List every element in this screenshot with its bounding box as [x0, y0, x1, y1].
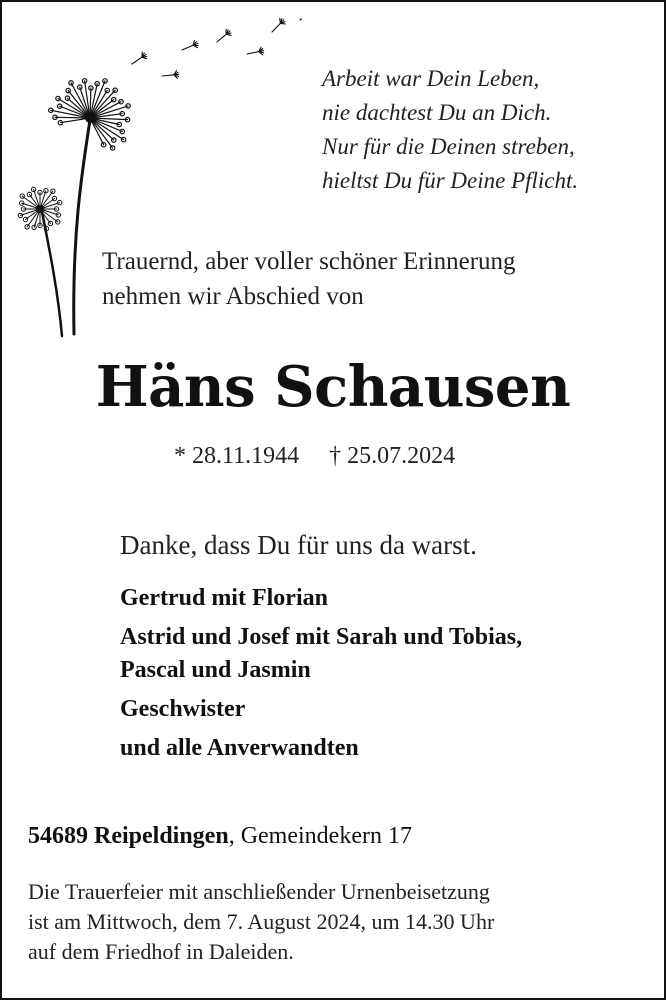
family-list [120, 582, 522, 765]
service-line: auf dem Friedhof in Daleiden. [28, 939, 294, 964]
family-entry: Pascal und Jasmin [120, 657, 311, 683]
intro-line: Trauernd, aber voller schöner Erinnerung [102, 248, 516, 275]
poem-line: Arbeit war Dein Leben, [322, 66, 540, 91]
service-info [28, 877, 494, 967]
intro-line: nehmen wir Abschied von [102, 283, 364, 310]
family-entry: und alle Anverwandten [120, 735, 359, 761]
life-dates [174, 440, 455, 472]
birth-date: * 28.11.1944 [174, 443, 300, 469]
service-line: ist am Mittwoch, dem 7. August 2024, um 14.30 Uhr [28, 909, 495, 934]
poem-line: nie dachtest Du an Dich. [322, 100, 552, 125]
poem [322, 62, 578, 198]
deceased-name: Häns Schausen [95, 354, 571, 420]
death-date: † 25.07.2024 [329, 443, 456, 469]
intro-text [102, 244, 516, 314]
family-entry: Gertrud mit Florian [120, 585, 328, 611]
thanks-line: Danke, dass Du für uns da warst. [120, 530, 477, 560]
family-entry: Astrid und Josef mit Sarah und Tobias, [120, 624, 523, 650]
poem-line: hieltst Du für Deine Pflicht. [322, 168, 579, 193]
service-line: Die Trauerfeier mit anschließender Urnenbeisetzung [28, 879, 490, 904]
address [28, 820, 412, 852]
poem-line: Nur für die Deinen streben, [322, 134, 575, 159]
address-place: 54689 Reipeldingen [28, 823, 229, 849]
family-entry: Geschwister [120, 696, 246, 722]
address-street: , Gemeindekern 17 [228, 823, 412, 849]
